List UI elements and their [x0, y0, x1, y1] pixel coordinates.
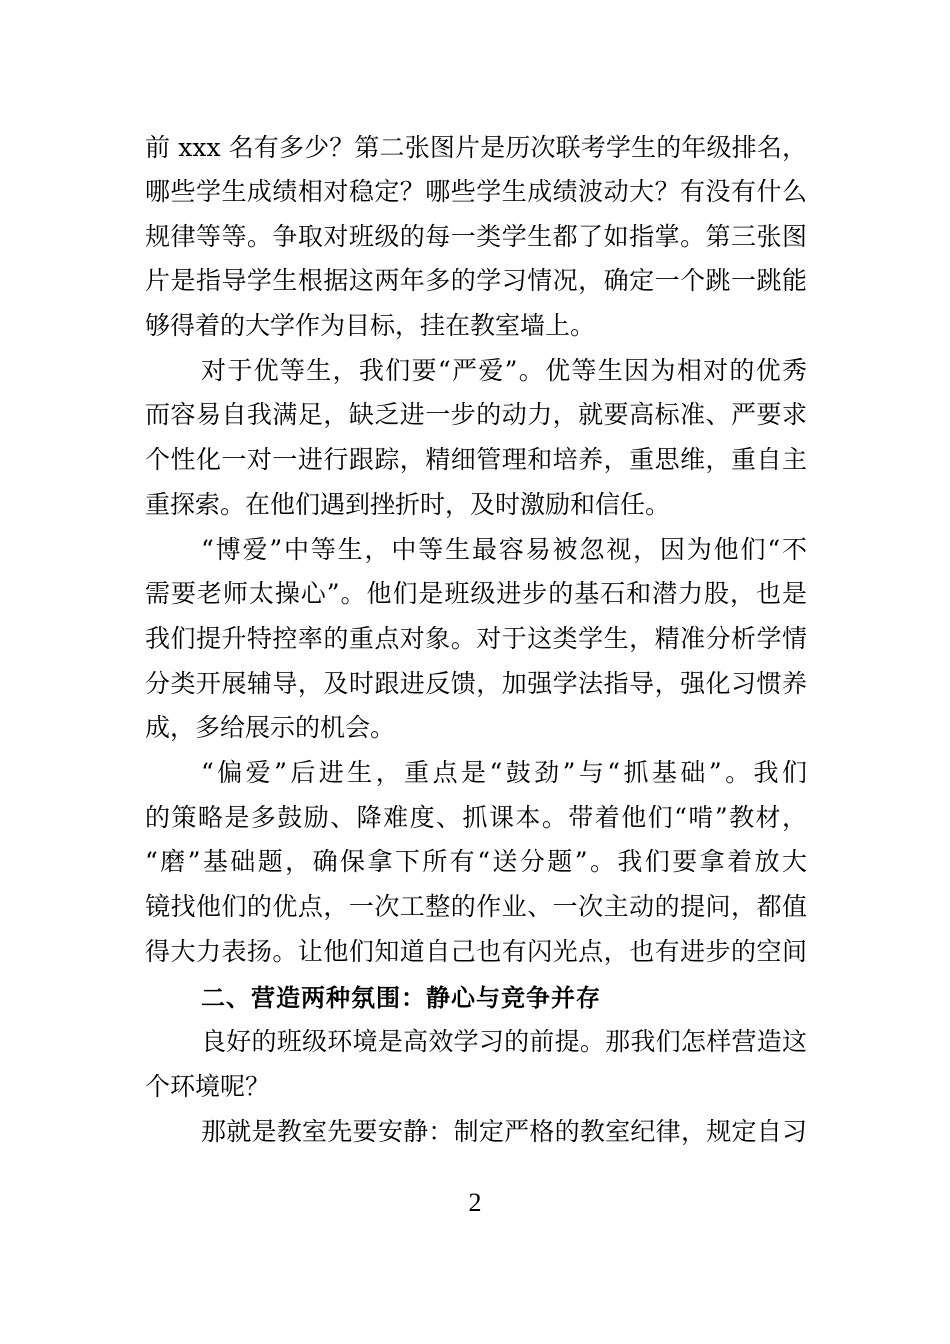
- text-line: “博爱”中等生，中等生最容易被忽视，因为他们“不: [201, 535, 807, 564]
- text-line: 镜找他们的优点，一次工整的作业、一次主动的提问，都值: [145, 892, 807, 921]
- text-line: 片是指导学生根据这两年多的学习情况，确定一个跳一跳能: [145, 266, 807, 295]
- text-line: 那就是教室先要安静：制定严格的教室纪律，规定自习: [201, 1117, 807, 1146]
- text-line: 需要老师太操心”。他们是班级进步的基石和潜力股，也是: [145, 579, 807, 608]
- text-line: 规律等等。争取对班级的每一类学生都了如指掌。第三张图: [145, 222, 807, 251]
- text-line: 对于优等生，我们要“严爱”。优等生因为相对的优秀: [201, 356, 807, 385]
- text-line: 前 xxx 名有多少？第二张图片是历次联考学生的年级排名，: [145, 133, 807, 162]
- text-line: 而容易自我满足，缺乏进一步的动力，就要高标准、严要求: [145, 400, 807, 429]
- text-line: 个性化一对一进行跟踪，精细管理和培养，重思维，重自主: [145, 445, 807, 474]
- text-line: 得大力表扬。让他们知道自己也有闪光点，也有进步的空间: [145, 937, 807, 966]
- section-heading: 二、营造两种氛围：静心与竞争并存: [201, 984, 601, 1012]
- text-line: 个环境呢？: [145, 1072, 271, 1101]
- text-line: 哪些学生成绩相对稳定？哪些学生成绩波动大？有没有什么: [145, 177, 807, 206]
- text-line: 够得着的大学作为目标，挂在教室墙上。: [145, 311, 596, 340]
- text-line: 重探索。在他们遇到挫折时，及时激励和信任。: [145, 490, 671, 519]
- text-line: “磨”基础题，确保拿下所有“送分题”。我们要拿着放大: [145, 847, 807, 876]
- text-line: “偏爱”后进生，重点是“鼓劲”与“抓基础”。我们: [201, 758, 807, 787]
- text-line: 良好的班级环境是高效学习的前提。那我们怎样营造这: [201, 1027, 807, 1056]
- page-number: 2: [468, 1188, 482, 1217]
- text-line: 的策略是多鼓励、降难度、抓课本。带着他们“啃”教材，: [145, 803, 807, 832]
- text-line: 我们提升特控率的重点对象。对于这类学生，精准分析学情: [145, 624, 807, 653]
- text-line: 分类开展辅导，及时跟进反馈，加强学法指导，强化习惯养: [145, 669, 807, 698]
- text-line: 成，多给展示的机会。: [145, 713, 396, 742]
